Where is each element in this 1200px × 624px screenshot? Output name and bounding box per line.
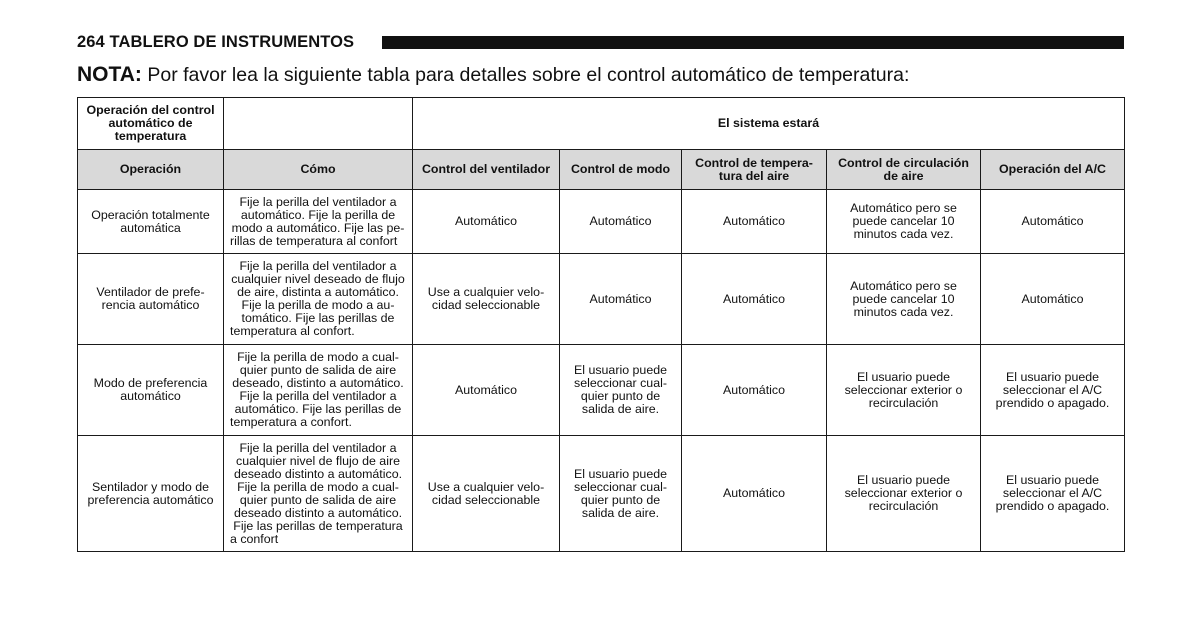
column-header: Operación: [78, 150, 224, 190]
circulation-cell: El usuario puede seleccionar exterior o recirculación: [827, 436, 981, 552]
operation-cell: Modo de preferencia automático: [78, 345, 224, 436]
temperature-cell: Automático: [682, 436, 827, 552]
how-cell: Fije la perilla del ventilador a cualquier nivel de flujo de aire deseado distinto a automático. Fije la perilla de modo a cual-quier punto de salida de aire deseado distinto a automático. Fije las perillas de temperatura a confort: [224, 436, 413, 552]
column-header: Cómo: [224, 150, 413, 190]
circulation-cell: Automático pero se puede cancelar 10 minutos cada vez.: [827, 254, 981, 345]
mode-cell: El usuario puede seleccionar cual-quier punto de salida de aire.: [560, 436, 682, 552]
column-header: Control del ventilador: [413, 150, 560, 190]
table-row: [78, 345, 1125, 436]
fan-cell: Automático: [413, 345, 560, 436]
note-text: Por favor lea la siguiente tabla para detalles sobre el control automático de temperatura:: [147, 64, 910, 86]
section-title: TABLERO DE INSTRUMENTOS: [109, 33, 355, 51]
how-cell: Fije la perilla de modo a cual-quier punto de salida de aire deseado, distinto a automático. Fije la perilla del ventilador a automático. Fije las perillas de temperatura a confort.: [224, 345, 413, 436]
table-row: [78, 254, 1125, 345]
running-head: [77, 33, 354, 52]
column-header: Control de tempera-tura del aire: [682, 150, 827, 190]
operation-cell: Ventilador de prefe-rencia automático: [78, 254, 224, 345]
table-row: [78, 436, 1125, 552]
table-row: [78, 190, 1125, 254]
operation-cell: Operación totalmente automática: [78, 190, 224, 254]
fan-cell: Use a cualquier velo-cidad seleccionable: [413, 436, 560, 552]
table-column-header-row: [78, 150, 1125, 190]
note: [77, 63, 909, 87]
mode-cell: Automático: [560, 190, 682, 254]
page-number: 264: [77, 33, 105, 51]
climate-control-table: [77, 97, 1125, 552]
ac-cell: El usuario puede seleccionar el A/C prendido o apagado.: [981, 345, 1125, 436]
column-header: Control de circulación de aire: [827, 150, 981, 190]
ac-cell: Automático: [981, 254, 1125, 345]
fan-cell: Automático: [413, 190, 560, 254]
how-cell: Fije la perilla del ventilador a cualquier nivel deseado de flujo de aire, distinta a automático. Fije la perilla de modo a au-tomático. Fije las perillas de temperatura al confort.: [224, 254, 413, 345]
temperature-cell: Automático: [682, 345, 827, 436]
circulation-cell: El usuario puede seleccionar exterior o recirculación: [827, 345, 981, 436]
mode-cell: El usuario puede seleccionar cual-quier punto de salida de aire.: [560, 345, 682, 436]
fan-cell: Use a cualquier velo-cidad seleccionable: [413, 254, 560, 345]
header-rule: [382, 36, 1124, 49]
temperature-cell: Automático: [682, 254, 827, 345]
blank-header-cell: [224, 98, 413, 150]
corner-title: Operación del control automático de temperatura: [78, 98, 224, 150]
operation-cell: Sentilador y modo de preferencia automático: [78, 436, 224, 552]
note-label: NOTA:: [77, 63, 142, 86]
temperature-cell: Automático: [682, 190, 827, 254]
column-header: Control de modo: [560, 150, 682, 190]
mode-cell: Automático: [560, 254, 682, 345]
circulation-cell: Automático pero se puede cancelar 10 minutos cada vez.: [827, 190, 981, 254]
ac-cell: El usuario puede seleccionar el A/C prendido o apagado.: [981, 436, 1125, 552]
group-header: El sistema estará: [413, 98, 1125, 150]
table-group-header-row: [78, 98, 1125, 150]
column-header: Operación del A/C: [981, 150, 1125, 190]
ac-cell: Automático: [981, 190, 1125, 254]
how-cell: Fije la perilla del ventilador a automático. Fije la perilla de modo a automático. Fije las pe-rillas de temperatura al confort: [224, 190, 413, 254]
